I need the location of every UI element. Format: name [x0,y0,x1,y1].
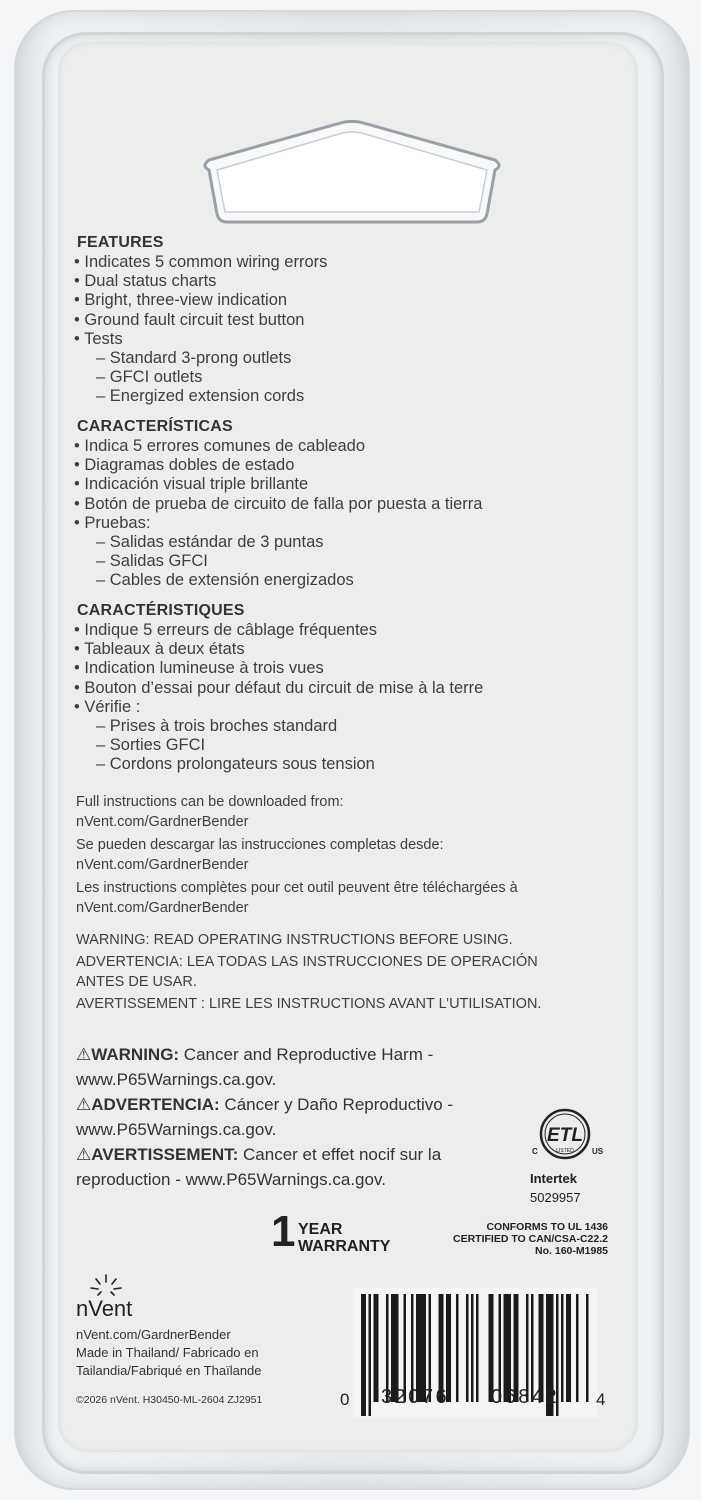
barcode-bar [374,1294,379,1402]
p65-link-en[interactable]: www.P65Warnings.ca.gov. [76,1070,277,1089]
hang-hole [187,118,517,228]
features-list-es [74,437,482,591]
etl-listed-mark [520,1100,610,1172]
p65-label-en: WARNING: [91,1045,180,1064]
conformity-line2: CERTIFIED TO CAN/CSA-C22.2 [453,1233,608,1245]
origin-line1: Made in Thailand/ Fabricado en [76,1345,259,1360]
list-item: • Indica 5 errores comunes de cableado [74,437,366,455]
barcode-right-digit: 4 [596,1390,606,1409]
features-heading-es: CARACTERÍSTICAS [77,418,233,435]
list-item: • Diagramas dobles de estado [74,456,295,475]
etl-listed-text: LISTED [556,1148,574,1154]
barcode-group1: 32076 [381,1386,450,1408]
etl-mark-text: ETL [547,1125,583,1146]
list-sub-item: – Energized extension cords [96,387,305,406]
features-heading-fr: CARACTÉRISTIQUES [77,602,245,619]
barcode-bar [476,1294,479,1402]
barcode-bar [586,1294,589,1402]
barcode-bar [566,1294,571,1402]
legal-line: ©2026 nVent. H30450-ML-2604 ZJ2951 [76,1394,263,1406]
list-sub-item: – Standard 3-prong outlets [96,349,292,368]
list-sub-item: – Prises à trois broches standard [96,717,338,736]
instructions-link-fr[interactable]: nVent.com/GardnerBender [76,900,249,916]
warranty-line2: WARRANTY [298,1238,391,1255]
list-item: • Indicación visual triple brillante [74,475,309,494]
list-item: • Indique 5 erreurs de câblage fréquentes [74,621,377,639]
instructions-fr: Les instructions complètes pour cet outil peuvent être téléchargées à [76,880,518,896]
instructions-es: Se pueden descargar las instrucciones completas desde: [76,837,444,853]
intertek-number: 5029957 [530,1190,581,1205]
list-item: • Indicates 5 common wiring errors [74,253,328,271]
list-item: • Botón de prueba de circuito de falla por puesta a tierra [74,494,483,513]
p65-text-es: Cáncer y Daño Reproductivo - [219,1095,454,1114]
instructions-block [76,792,518,918]
list-item: • Bright, three-view indication [74,291,288,310]
warning-triangle-icon: ⚠ [76,1145,92,1164]
etl-c-text: C [532,1147,538,1156]
conformity-line3: No. 160-M1985 [535,1245,608,1257]
p65-text-en: Cancer and Reproductive Harm - [179,1045,434,1064]
p65-label-es: ADVERTENCIA: [91,1095,220,1114]
features-heading-en: FEATURES [77,234,164,251]
intertek-label: Intertek [530,1171,577,1186]
operating-warning-en: WARNING: READ OPERATING INSTRUCTIONS BEFORE USING. [76,932,513,948]
instructions-en: Full instructions can be downloaded from: [76,794,344,810]
operating-warning-fr: AVERTISSEMENT : LIRE LES INSTRUCTIONS AVANT L’UTILISATION. [76,996,542,1012]
list-sub-item: – Cables de extensión energizados [96,571,354,590]
p65-link-fr[interactable]: reproduction - www.P65Warnings.ca.gov. [76,1170,386,1189]
list-sub-item: – Salidas estándar de 3 puntas [96,533,324,552]
operating-warning-es: ADVERTENCIA: LEA TODAS LAS INSTRUCCIONES DE OPERACIÓN [76,954,538,970]
instructions-link-en[interactable]: nVent.com/GardnerBender [76,814,249,830]
p65-link-es[interactable]: www.P65Warnings.ca.gov. [76,1120,277,1139]
barcode-bar [471,1294,474,1402]
list-item: • Pruebas: [74,513,151,532]
p65-label-fr: AVERTISSEMENT: [91,1145,239,1164]
conformity-block [436,1221,608,1257]
list-item: • Bouton d’essai pour défaut du circuit de mise à la terre [74,678,484,697]
list-item: • Tableaux à deux états [74,640,245,659]
p65-text-fr: Cancer et effet nocif sur la [238,1145,442,1164]
list-sub-item: – Sorties GFCI [96,736,206,755]
list-sub-item: – Salidas GFCI [96,552,208,571]
barcode-bar [561,1294,564,1402]
barcode-left-digit: 0 [340,1390,350,1409]
list-item: • Vérifie : [74,697,141,716]
nvent-logo: nVent [76,1296,133,1321]
conformity-line1: CONFORMS TO UL 1436 [486,1221,608,1233]
barcode-group2: 06842 [491,1386,560,1408]
barcode-bar [466,1294,469,1402]
list-item: • Indication lumineuse à trois vues [74,659,324,678]
brand-url[interactable]: nVent.com/GardnerBender [76,1327,231,1342]
warning-triangle-icon: ⚠ [76,1045,92,1064]
barcode-bar [361,1294,366,1416]
list-item: • Dual status charts [74,272,217,291]
operating-warning-block [76,930,541,1014]
list-sub-item: – GFCI outlets [96,368,203,387]
etl-us-text: US [592,1147,604,1156]
list-item: • Tests [74,329,123,348]
warranty-number: 1 [271,1207,296,1256]
barcode-bar [456,1294,459,1402]
p65-warning-block [76,1042,453,1192]
operating-warning-es-cont: ANTES DE USAR. [76,974,197,990]
list-sub-item: – Cordons prolongateurs sous tension [96,755,375,774]
barcode-bar [369,1294,372,1416]
warranty-line1: YEAR [298,1221,343,1238]
list-item: • Ground fault circuit test button [74,310,305,329]
origin-line2: Tailandia/Fabriqué en Thaïlande [76,1363,262,1378]
features-list-fr [74,621,483,775]
brand-block [76,1326,262,1380]
barcode-bar [576,1294,579,1402]
warning-triangle-icon: ⚠ [76,1095,92,1114]
warranty-label [298,1221,390,1255]
instructions-link-es[interactable]: nVent.com/GardnerBender [76,857,249,873]
features-list-en [74,253,327,407]
